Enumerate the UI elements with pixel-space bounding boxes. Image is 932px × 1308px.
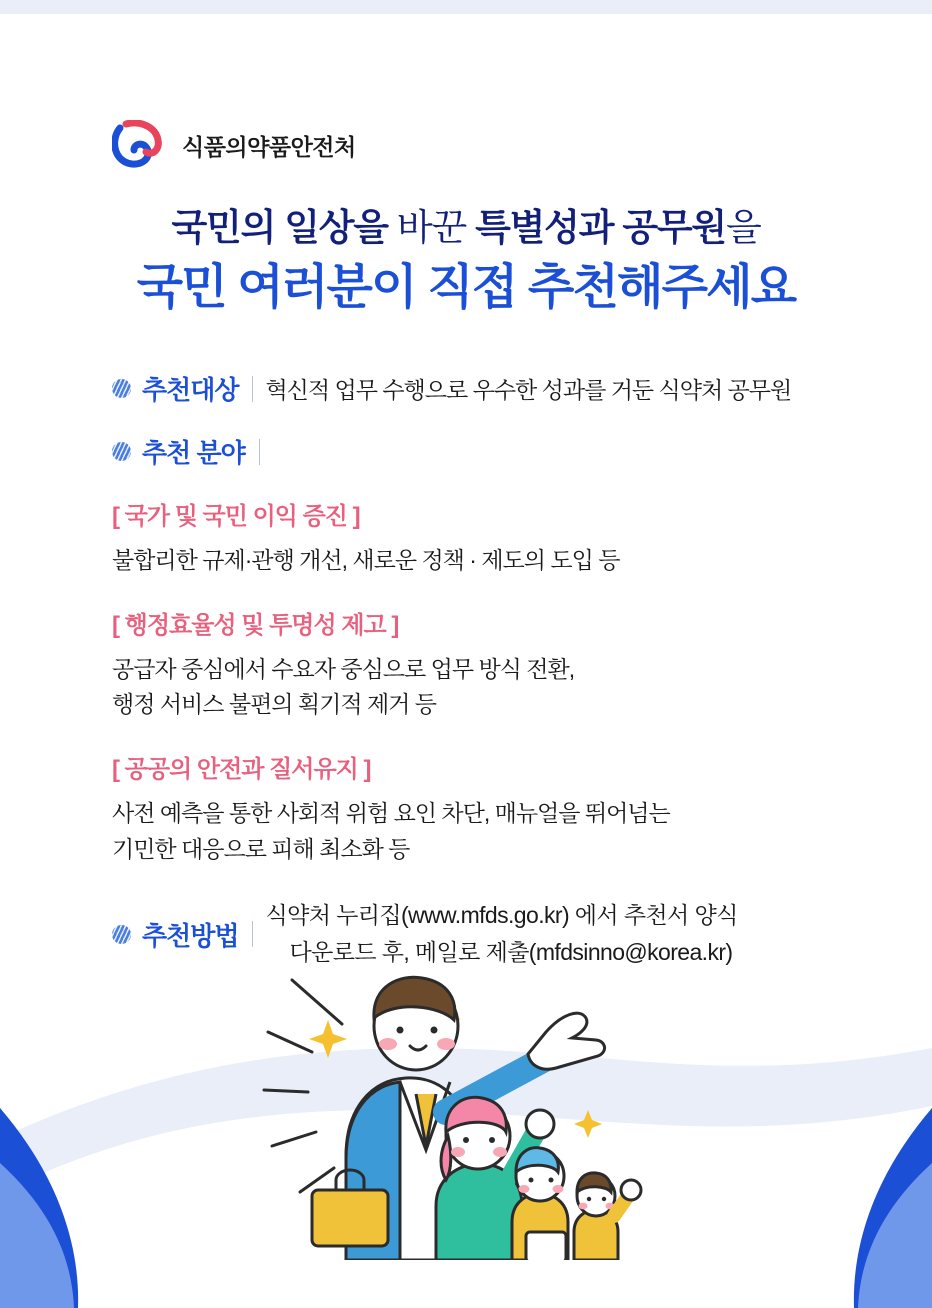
field-body-line: 행정 서비스 불편의 획기적 제거 등 xyxy=(112,691,437,718)
circle-bullet-icon xyxy=(112,379,131,398)
headline-line-1 xyxy=(0,205,932,251)
section-target xyxy=(112,370,852,407)
divider xyxy=(252,921,253,947)
headline xyxy=(0,205,932,317)
headline-seg-1: 국민의 일상을 xyxy=(171,207,397,248)
family-pointing-forward-illustration xyxy=(250,960,670,1260)
field-body-line: 불합리한 규제·관행 개선, 새로운 정책 · 제도의 도입 등 xyxy=(112,547,620,573)
child-figure-2 xyxy=(574,1173,641,1260)
field-title: [ 공공의 안전과 질서유지 ] xyxy=(112,755,371,783)
divider xyxy=(259,439,260,465)
headline-seg-3: 특별성과 공무원 xyxy=(475,207,726,248)
agency-logo-row xyxy=(112,120,356,170)
field-title: [ 행정효율성 및 투명성 제고 ] xyxy=(112,611,399,639)
divider xyxy=(252,376,253,402)
headline-seg-4: 을 xyxy=(725,207,761,248)
field-body-line: 공급자 중심에서 수요자 중심으로 업무 방식 전환, xyxy=(112,655,575,682)
method-line-2: 다운로드 후, 메일로 제출(mfdsinno@korea.kr) xyxy=(289,939,733,965)
field-body-line: 기민한 대응으로 피해 최소화 등 xyxy=(112,835,410,862)
korea-government-taegeuk-logo-icon xyxy=(112,120,170,170)
circle-bullet-icon xyxy=(112,442,131,461)
headline-line-2: 국민 여러분이 직접 추천해주세요 xyxy=(136,261,796,315)
agency-name: 식품의약품안전처 xyxy=(182,133,356,160)
poster-content xyxy=(112,370,852,971)
field-item xyxy=(112,496,852,579)
section-fields xyxy=(112,433,852,470)
headline-seg-2: 바꾼 xyxy=(396,207,476,248)
field-body-line: 사전 예측을 통한 사회적 위험 요인 차단, 매뉴얼을 뛰어넘는 xyxy=(112,799,670,826)
field-item xyxy=(112,749,852,867)
method-line-1: 식약처 누리집(www.mfds.go.kr) 에서 추천서 양식 xyxy=(265,902,738,929)
field-title: [ 국가 및 국민 이익 증진 ] xyxy=(112,503,360,530)
section-target-desc: 혁신적 업무 수행으로 우수한 성과를 거둔 식약처 공무원 xyxy=(265,377,792,403)
section-method-label: 추천방법 xyxy=(142,920,239,951)
child-figure-1 xyxy=(512,1148,568,1260)
section-fields-label: 추천 분야 xyxy=(142,438,245,468)
section-target-label: 추천대상 xyxy=(142,375,239,405)
circle-bullet-icon xyxy=(112,925,131,944)
top-band xyxy=(0,0,932,14)
field-item xyxy=(112,605,852,723)
